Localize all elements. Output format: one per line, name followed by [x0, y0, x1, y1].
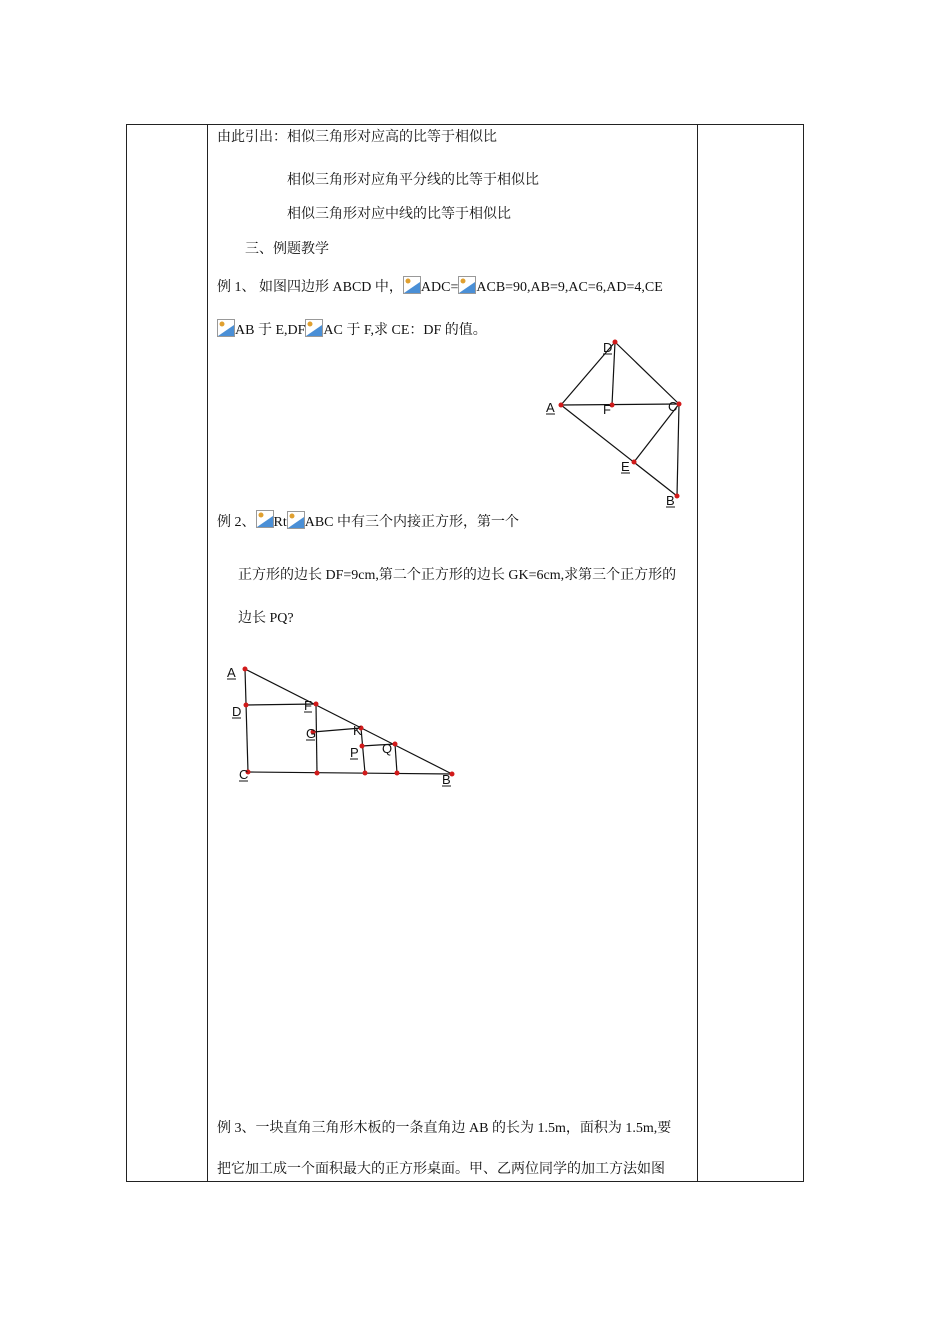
label-g: G: [306, 726, 317, 741]
image-placeholder-icon: [256, 510, 274, 528]
point-p: [360, 744, 365, 749]
label-d: D: [232, 704, 242, 719]
example-2-line-1: [217, 510, 519, 533]
example-3-line-1: 例 3、一块直角三角形木板的一条直角边 AB 的长为 1.5m，面积为 1.5m,要: [217, 1121, 672, 1136]
label-d: D: [603, 340, 613, 355]
image-placeholder-icon: [305, 319, 323, 337]
label-b: B: [666, 493, 675, 508]
example-1-figure: [540, 335, 690, 510]
label-e: E: [621, 459, 630, 474]
label-c: C: [239, 767, 249, 782]
point-b: [675, 494, 680, 499]
image-placeholder-icon: [217, 319, 235, 337]
label-c: C: [668, 399, 678, 414]
example-1-prefix: 例 1、 如图四边形 ABCD 中，: [217, 280, 403, 295]
section-title: 三、例题教学: [245, 242, 329, 257]
image-placeholder-icon: [403, 276, 421, 294]
example-1-part-2: ACB=90,AB=9,AC=6,AD=4,CE: [476, 280, 663, 295]
image-placeholder-icon: [287, 511, 305, 529]
example-1-line-1: [217, 276, 663, 298]
conclusion-line-2: 相似三角形对应角平分线的比等于相似比: [287, 173, 539, 188]
example-2-rt: Rt: [273, 515, 287, 530]
point-q: [393, 742, 398, 747]
point-a: [559, 403, 564, 408]
example-1-line-2: [217, 319, 487, 341]
point-f: [314, 702, 319, 707]
example-2-line-3: 边长 PQ?: [238, 611, 294, 626]
column-divider-right: [697, 125, 698, 1181]
label-k: K: [353, 723, 362, 738]
example-2-figure: [222, 660, 462, 790]
example-1-part-3: AB 于 E,DF: [235, 323, 306, 338]
label-f: F: [603, 402, 611, 417]
label-q: Q: [382, 741, 393, 756]
point-d: [613, 340, 618, 345]
label-a: A: [546, 400, 555, 415]
example-1-part-1: ADC=: [420, 280, 459, 295]
point-d: [244, 703, 249, 708]
point-e: [632, 460, 637, 465]
conclusion-line-3: 相似三角形对应中线的比等于相似比: [287, 207, 511, 222]
example-2-part-1: ABC 中有三个内接正方形，第一个: [304, 515, 520, 530]
label-p: P: [350, 745, 359, 760]
example-3-line-2: 把它加工成一个面积最大的正方形桌面。甲、乙两位同学的加工方法如图: [217, 1162, 665, 1177]
example-1-part-4: AC 于 F,求 CE：DF 的值。: [323, 323, 487, 338]
label-a: A: [227, 665, 236, 680]
label-f: F: [304, 698, 312, 713]
example-2-line-2: 正方形的边长 DF=9cm,第二个正方形的边长 GK=6cm,求第三个正方形的: [238, 568, 677, 583]
label-b: B: [442, 772, 451, 787]
example-2-prefix: 例 2、: [217, 515, 256, 530]
point-a: [243, 667, 248, 672]
conclusion-lead: 由此引出：相似三角形对应高的比等于相似比: [217, 130, 497, 145]
image-placeholder-icon: [458, 276, 476, 294]
column-divider-left: [207, 125, 208, 1181]
